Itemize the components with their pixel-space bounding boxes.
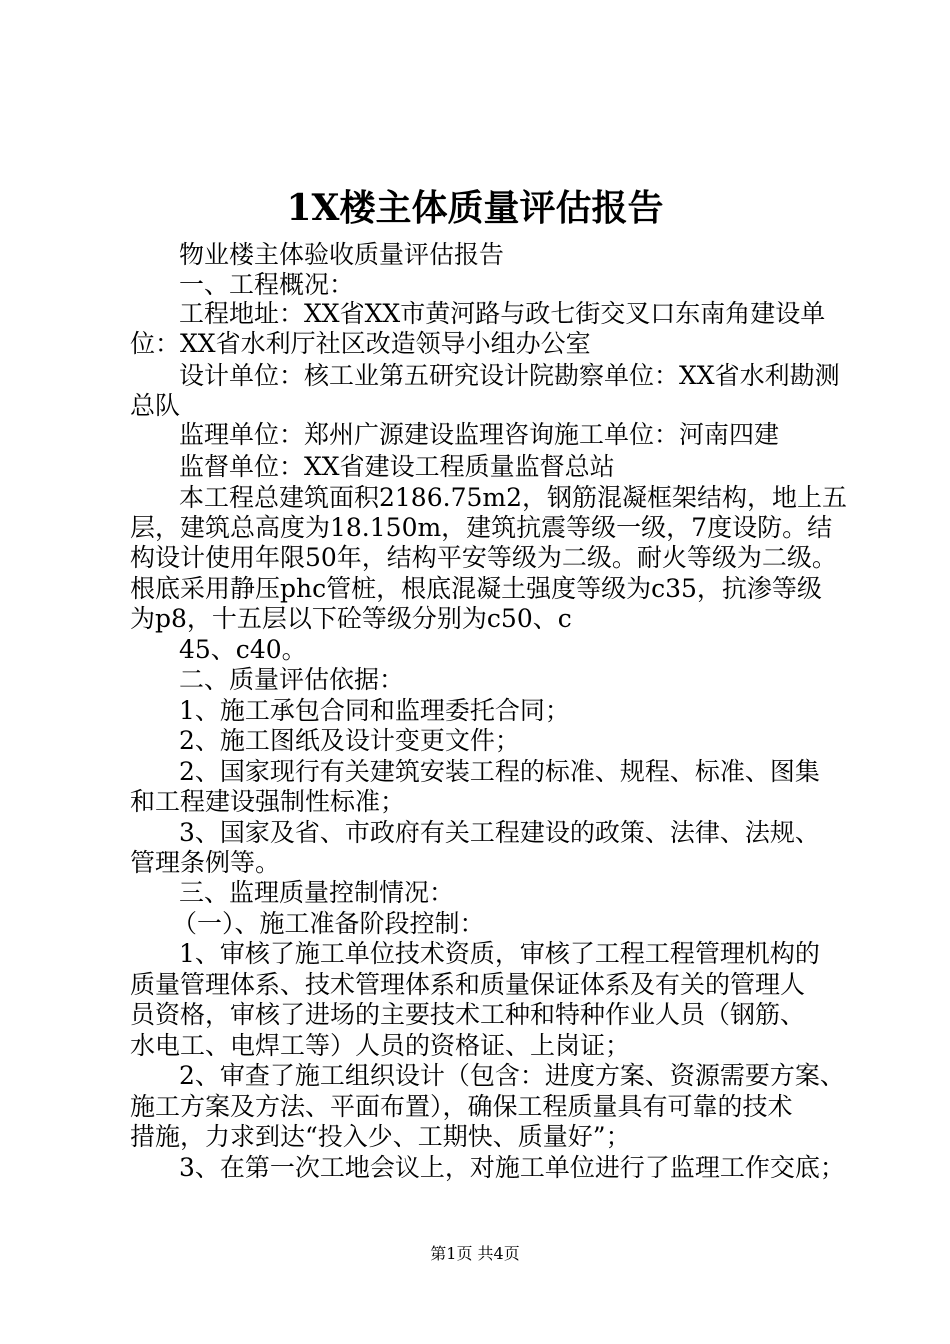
text-line: 监督单位：XX省建设工程质量监督总站 <box>179 452 615 481</box>
text-line: 监理单位：郑州广源建设监理咨询施工单位：河南四建 <box>179 420 780 449</box>
text-line: 员资格，审核了进场的主要技术工种和特种作业人员（钢筋、 <box>130 1000 806 1029</box>
text-line: 3、国家及省、市政府有关工程建设的政策、法律、法规、 <box>179 818 820 847</box>
text-line: 构设计使用年限50年，结构平安等级为二级。耐火等级为二级。 <box>130 543 837 572</box>
text-line: 3、在第一次工地会议上，对施工单位进行了监理工作交底； <box>179 1153 845 1182</box>
text-line: 层，建筑总高度为18.150m，建筑抗震等级一级，7度设防。结 <box>130 513 833 542</box>
text-line: 二、质量评估依据： <box>179 665 405 694</box>
text-line: 2、审查了施工组织设计（包含：进度方案、资源需要方案、 <box>179 1061 845 1090</box>
text-line: 工程地址：XX省XX市黄河路与政七街交叉口东南角建设单 <box>179 299 826 328</box>
text-line: 物业楼主体验收质量评估报告 <box>179 240 505 269</box>
text-line: 质量管理体系、技术管理体系和质量保证体系及有关的管理人 <box>130 970 806 999</box>
text-line: 1、审核了施工单位技术资质，审核了工程工程管理机构的 <box>179 939 820 968</box>
text-line: 设计单位：核工业第五研究设计院勘察单位：XX省水利勘测 <box>179 361 840 390</box>
text-line: 1、施工承包合同和监理委托合同； <box>179 696 570 725</box>
text-line: （一）、施工准备阶段控制： <box>172 909 485 938</box>
text-line: 2、施工图纸及设计变更文件； <box>179 726 520 755</box>
text-line: 根底采用静压phc管桩，根底混凝土强度等级为c35，抗渗等级 <box>130 574 822 603</box>
text-line: 水电工、电焊工等）人员的资格证、上岗证； <box>130 1031 631 1060</box>
text-line: 45、c40。 <box>179 635 307 664</box>
text-line: 施工方案及方法、平面布置），确保工程质量具有可靠的技术 <box>130 1092 793 1121</box>
text-line: 一、工程概况： <box>179 270 355 299</box>
document-title: 1X楼主体质量评估报告 <box>286 187 664 229</box>
text-line: 管理条例等。 <box>130 848 281 877</box>
text-line: 位：XX省水利厅社区改造领导小组办公室 <box>130 329 591 358</box>
text-line: 为p8，十五层以下砼等级分别为c50、c <box>130 604 572 633</box>
text-line: 措施，力求到达“投入少、工期快、质量好”； <box>130 1122 631 1151</box>
text-line: 本工程总建筑面积2186.75m2，钢筋混凝框架结构，地上五 <box>179 483 847 512</box>
text-line: 和工程建设强制性标准； <box>130 787 406 816</box>
page-number-footer: 第1页 共4页 <box>430 1244 520 1263</box>
text-line: 总队 <box>130 391 181 420</box>
text-line: 2、国家现行有关建筑安装工程的标准、规程、标准、图集 <box>179 757 820 786</box>
text-line: 三、监理质量控制情况： <box>179 878 455 907</box>
